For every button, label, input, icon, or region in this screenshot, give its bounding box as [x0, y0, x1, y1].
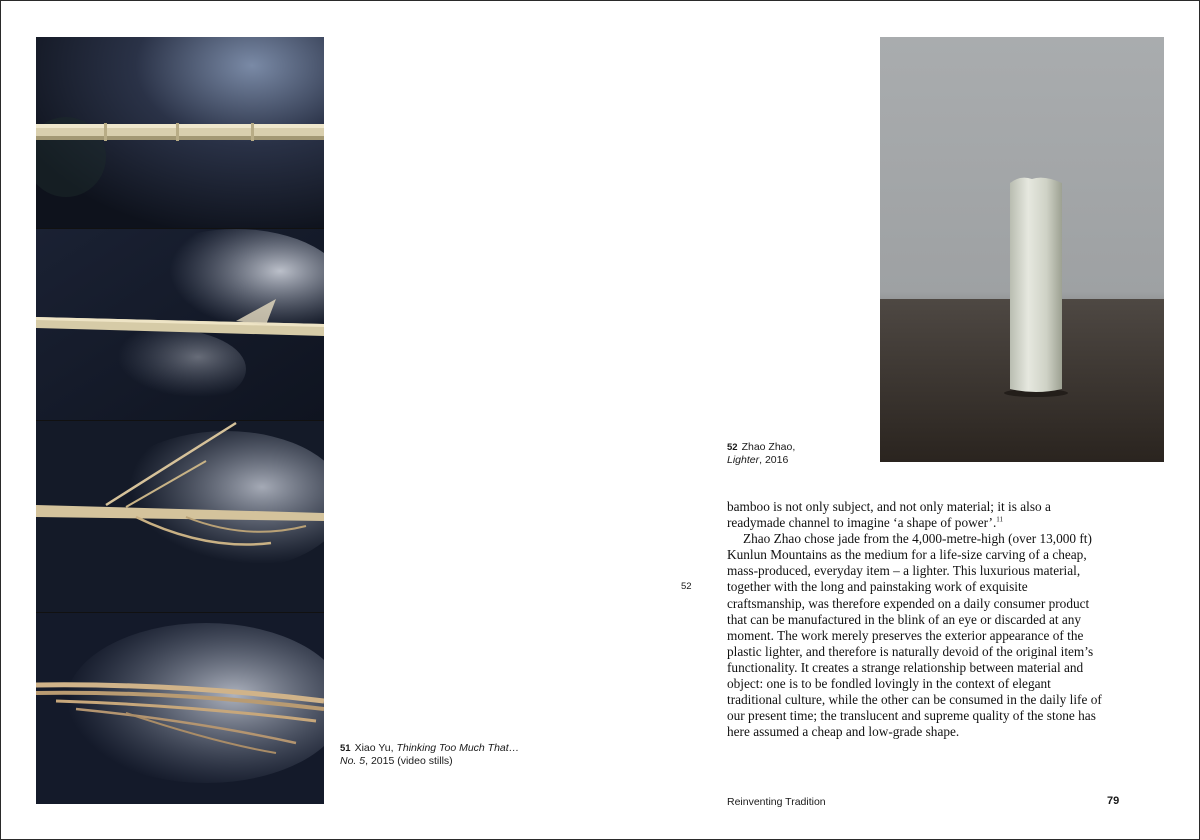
artist-name: Xiao Yu,	[354, 742, 394, 754]
paragraph-text: bamboo is not only subject, and not only material; it is also a readymade channel to imagine ‘a shape of power’.	[727, 499, 1051, 531]
figure-number: 52	[727, 442, 738, 453]
footnote-marker: 11	[996, 515, 1004, 524]
artist-name: Zhao Zhao,	[741, 441, 796, 453]
figure-number: 51	[340, 743, 351, 754]
artwork-details: , 2016	[759, 454, 789, 466]
figure-51-video-stills	[36, 37, 324, 804]
figure-52-caption	[727, 441, 877, 467]
page-number: 79	[1107, 795, 1120, 807]
body-text	[727, 499, 1107, 740]
paragraph	[727, 499, 1107, 531]
video-still-3	[36, 421, 324, 612]
figure-52-photo	[880, 37, 1164, 462]
paragraph: Zhao Zhao chose jade from the 4,000-metre-high (over 13,000 ft) Kunlun Mountains as the medium for a life-size carving of a cheap, mass-produced, everyday item – a lighter. This luxurious material, together with the long and painstaking work of exquisite craftsmanship, was therefore expended on a daily consumer product that can be manufactured in the blink of an eye or discarded at any moment. The work merely preserves the exterior appearance of the plastic lighter, and therefore is naturally devoid of the original item’s functionality. It creates a strange relationship between material and object: one is to be fondled lovingly in the context of elegant traditional culture, while the other can be consumed in the daily life of our present time; the translucent and supreme quality of the stone has here assumed a cheap and low-grade shape.	[727, 531, 1102, 740]
artwork-title: Lighter	[727, 454, 760, 466]
video-still-1	[36, 37, 324, 228]
margin-figure-reference: 52	[681, 581, 692, 592]
artwork-title: Thinking Too Much That… No. 5	[340, 742, 520, 767]
video-still-2	[36, 229, 324, 420]
artwork-details: , 2015 (video stills)	[365, 755, 453, 767]
running-title: Reinventing Tradition	[727, 796, 826, 808]
figure-51-caption	[340, 742, 520, 768]
video-still-4	[36, 613, 324, 804]
